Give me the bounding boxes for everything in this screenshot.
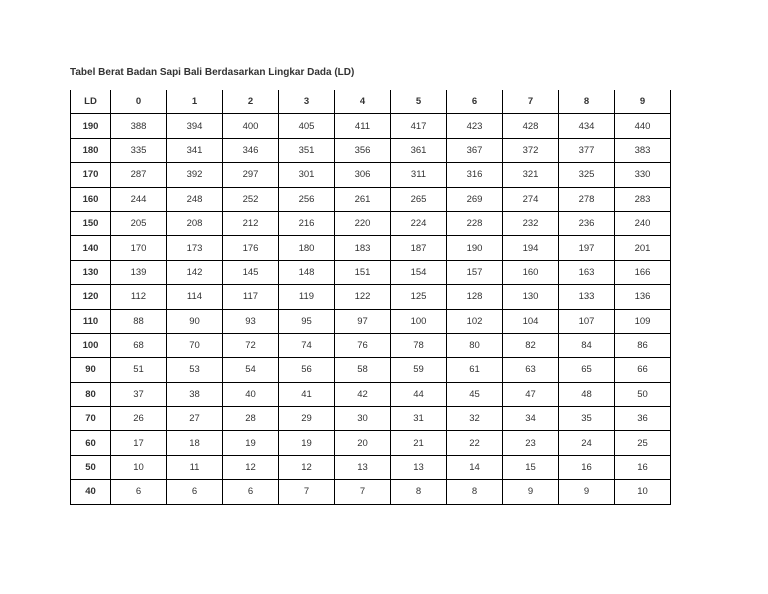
table-row (71, 138, 671, 162)
table-cell: 88 (111, 309, 167, 333)
table-cell: 72 (223, 333, 279, 357)
table-cell: 212 (223, 211, 279, 235)
table-cell: 208 (167, 211, 223, 235)
row-label-cell: 140 (71, 236, 111, 260)
table-row (71, 211, 671, 235)
table-row (71, 285, 671, 309)
table-cell: 74 (279, 333, 335, 357)
table-cell: 139 (111, 260, 167, 284)
table-cell: 14 (447, 455, 503, 479)
table-cell: 274 (503, 187, 559, 211)
table-cell: 183 (335, 236, 391, 260)
table-cell: 97 (335, 309, 391, 333)
table-cell: 232 (503, 211, 559, 235)
table-cell: 261 (335, 187, 391, 211)
table-cell: 325 (559, 163, 615, 187)
table-row (71, 431, 671, 455)
table-cell: 40 (223, 382, 279, 406)
table-cell: 428 (503, 114, 559, 138)
table-cell: 119 (279, 285, 335, 309)
header-cell: 6 (447, 90, 503, 114)
table-cell: 70 (167, 333, 223, 357)
table-cell: 128 (447, 285, 503, 309)
table-row (71, 358, 671, 382)
table-cell: 269 (447, 187, 503, 211)
row-label-cell: 150 (71, 211, 111, 235)
row-label-cell: 50 (71, 455, 111, 479)
header-cell: 8 (559, 90, 615, 114)
table-row (71, 480, 671, 504)
table-cell: 176 (223, 236, 279, 260)
table-cell: 405 (279, 114, 335, 138)
table-cell: 356 (335, 138, 391, 162)
row-label-cell: 100 (71, 333, 111, 357)
table-cell: 44 (391, 382, 447, 406)
table-cell: 11 (167, 455, 223, 479)
table-cell: 417 (391, 114, 447, 138)
table-cell: 7 (279, 480, 335, 504)
header-cell: 9 (615, 90, 671, 114)
table-cell: 224 (391, 211, 447, 235)
table-cell: 34 (503, 407, 559, 431)
header-cell: 5 (391, 90, 447, 114)
table-cell: 47 (503, 382, 559, 406)
table-cell: 220 (335, 211, 391, 235)
table-cell: 341 (167, 138, 223, 162)
table-cell: 117 (223, 285, 279, 309)
table-row (71, 236, 671, 260)
table-cell: 51 (111, 358, 167, 382)
table-cell: 392 (167, 163, 223, 187)
table-cell: 48 (559, 382, 615, 406)
table-row (71, 407, 671, 431)
table-cell: 190 (447, 236, 503, 260)
table-cell: 56 (279, 358, 335, 382)
table-cell: 265 (391, 187, 447, 211)
table-cell: 205 (111, 211, 167, 235)
table-cell: 6 (111, 480, 167, 504)
weight-table (70, 90, 671, 505)
table-cell: 35 (559, 407, 615, 431)
table-cell: 26 (111, 407, 167, 431)
table-cell: 136 (615, 285, 671, 309)
table-cell: 9 (503, 480, 559, 504)
table-cell: 58 (335, 358, 391, 382)
table-row (71, 333, 671, 357)
table-cell: 100 (391, 309, 447, 333)
table-cell: 173 (167, 236, 223, 260)
table-cell: 283 (615, 187, 671, 211)
row-label-cell: 40 (71, 480, 111, 504)
header-cell: 1 (167, 90, 223, 114)
table-cell: 27 (167, 407, 223, 431)
table-cell: 107 (559, 309, 615, 333)
table-cell: 22 (447, 431, 503, 455)
page-title: Tabel Berat Badan Sapi Bali Berdasarkan Lingkar Dada (LD) (70, 67, 355, 78)
row-label-cell: 120 (71, 285, 111, 309)
row-label-cell: 90 (71, 358, 111, 382)
table-cell: 29 (279, 407, 335, 431)
table-cell: 25 (615, 431, 671, 455)
table-cell: 151 (335, 260, 391, 284)
table-cell: 180 (279, 236, 335, 260)
table-row (71, 163, 671, 187)
table-cell: 18 (167, 431, 223, 455)
data-table-container (70, 90, 670, 505)
table-cell: 351 (279, 138, 335, 162)
table-cell: 7 (335, 480, 391, 504)
table-cell: 36 (615, 407, 671, 431)
table-cell: 95 (279, 309, 335, 333)
table-cell: 54 (223, 358, 279, 382)
table-cell: 383 (615, 138, 671, 162)
table-cell: 21 (391, 431, 447, 455)
table-cell: 394 (167, 114, 223, 138)
table-cell: 61 (447, 358, 503, 382)
table-cell: 16 (559, 455, 615, 479)
row-label-cell: 60 (71, 431, 111, 455)
table-cell: 32 (447, 407, 503, 431)
table-cell: 114 (167, 285, 223, 309)
header-cell: 3 (279, 90, 335, 114)
table-cell: 316 (447, 163, 503, 187)
table-cell: 38 (167, 382, 223, 406)
header-cell: 2 (223, 90, 279, 114)
table-cell: 133 (559, 285, 615, 309)
table-cell: 8 (447, 480, 503, 504)
table-cell: 90 (167, 309, 223, 333)
table-row (71, 187, 671, 211)
table-cell: 13 (391, 455, 447, 479)
table-cell: 102 (447, 309, 503, 333)
table-cell: 160 (503, 260, 559, 284)
table-cell: 12 (223, 455, 279, 479)
table-cell: 287 (111, 163, 167, 187)
table-cell: 112 (111, 285, 167, 309)
table-cell: 104 (503, 309, 559, 333)
table-cell: 440 (615, 114, 671, 138)
table-cell: 154 (391, 260, 447, 284)
table-cell: 63 (503, 358, 559, 382)
table-cell: 28 (223, 407, 279, 431)
table-cell: 16 (615, 455, 671, 479)
row-label-cell: 170 (71, 163, 111, 187)
table-cell: 400 (223, 114, 279, 138)
table-cell: 297 (223, 163, 279, 187)
table-cell: 148 (279, 260, 335, 284)
table-cell: 244 (111, 187, 167, 211)
table-cell: 361 (391, 138, 447, 162)
table-cell: 6 (223, 480, 279, 504)
table-cell: 17 (111, 431, 167, 455)
table-cell: 10 (615, 480, 671, 504)
table-cell: 93 (223, 309, 279, 333)
row-label-cell: 80 (71, 382, 111, 406)
table-row (71, 260, 671, 284)
table-cell: 157 (447, 260, 503, 284)
table-cell: 301 (279, 163, 335, 187)
table-cell: 6 (167, 480, 223, 504)
table-cell: 306 (335, 163, 391, 187)
table-cell: 82 (503, 333, 559, 357)
table-cell: 50 (615, 382, 671, 406)
table-cell: 24 (559, 431, 615, 455)
table-cell: 66 (615, 358, 671, 382)
table-cell: 367 (447, 138, 503, 162)
table-cell: 434 (559, 114, 615, 138)
table-cell: 9 (559, 480, 615, 504)
table-cell: 145 (223, 260, 279, 284)
table-cell: 42 (335, 382, 391, 406)
table-cell: 252 (223, 187, 279, 211)
table-cell: 19 (279, 431, 335, 455)
table-row (71, 309, 671, 333)
table-cell: 8 (391, 480, 447, 504)
table-cell: 197 (559, 236, 615, 260)
table-cell: 248 (167, 187, 223, 211)
table-cell: 142 (167, 260, 223, 284)
table-cell: 388 (111, 114, 167, 138)
table-cell: 163 (559, 260, 615, 284)
table-cell: 201 (615, 236, 671, 260)
table-cell: 13 (335, 455, 391, 479)
table-cell: 76 (335, 333, 391, 357)
table-row (71, 114, 671, 138)
table-cell: 41 (279, 382, 335, 406)
table-cell: 10 (111, 455, 167, 479)
table-cell: 30 (335, 407, 391, 431)
table-cell: 170 (111, 236, 167, 260)
table-cell: 15 (503, 455, 559, 479)
row-label-cell: 130 (71, 260, 111, 284)
table-cell: 423 (447, 114, 503, 138)
header-cell: 7 (503, 90, 559, 114)
table-cell: 228 (447, 211, 503, 235)
table-cell: 372 (503, 138, 559, 162)
table-cell: 59 (391, 358, 447, 382)
table-cell: 311 (391, 163, 447, 187)
table-cell: 346 (223, 138, 279, 162)
header-cell: 0 (111, 90, 167, 114)
table-cell: 130 (503, 285, 559, 309)
table-cell: 68 (111, 333, 167, 357)
table-cell: 321 (503, 163, 559, 187)
table-cell: 23 (503, 431, 559, 455)
table-cell: 236 (559, 211, 615, 235)
table-cell: 411 (335, 114, 391, 138)
table-cell: 86 (615, 333, 671, 357)
table-cell: 19 (223, 431, 279, 455)
row-label-cell: 110 (71, 309, 111, 333)
table-cell: 31 (391, 407, 447, 431)
table-cell: 45 (447, 382, 503, 406)
header-cell-ld: LD (71, 90, 111, 114)
table-cell: 78 (391, 333, 447, 357)
table-cell: 80 (447, 333, 503, 357)
table-cell: 377 (559, 138, 615, 162)
row-label-cell: 160 (71, 187, 111, 211)
table-row (71, 382, 671, 406)
table-cell: 122 (335, 285, 391, 309)
table-cell: 20 (335, 431, 391, 455)
table-cell: 256 (279, 187, 335, 211)
table-cell: 216 (279, 211, 335, 235)
table-cell: 194 (503, 236, 559, 260)
table-cell: 53 (167, 358, 223, 382)
table-cell: 65 (559, 358, 615, 382)
table-cell: 125 (391, 285, 447, 309)
table-cell: 278 (559, 187, 615, 211)
table-cell: 166 (615, 260, 671, 284)
table-cell: 84 (559, 333, 615, 357)
table-cell: 12 (279, 455, 335, 479)
table-cell: 187 (391, 236, 447, 260)
table-cell: 335 (111, 138, 167, 162)
table-cell: 109 (615, 309, 671, 333)
row-label-cell: 70 (71, 407, 111, 431)
table-header-row (71, 90, 671, 114)
table-cell: 330 (615, 163, 671, 187)
table-cell: 37 (111, 382, 167, 406)
table-cell: 240 (615, 211, 671, 235)
header-cell: 4 (335, 90, 391, 114)
table-row (71, 455, 671, 479)
row-label-cell: 180 (71, 138, 111, 162)
row-label-cell: 190 (71, 114, 111, 138)
